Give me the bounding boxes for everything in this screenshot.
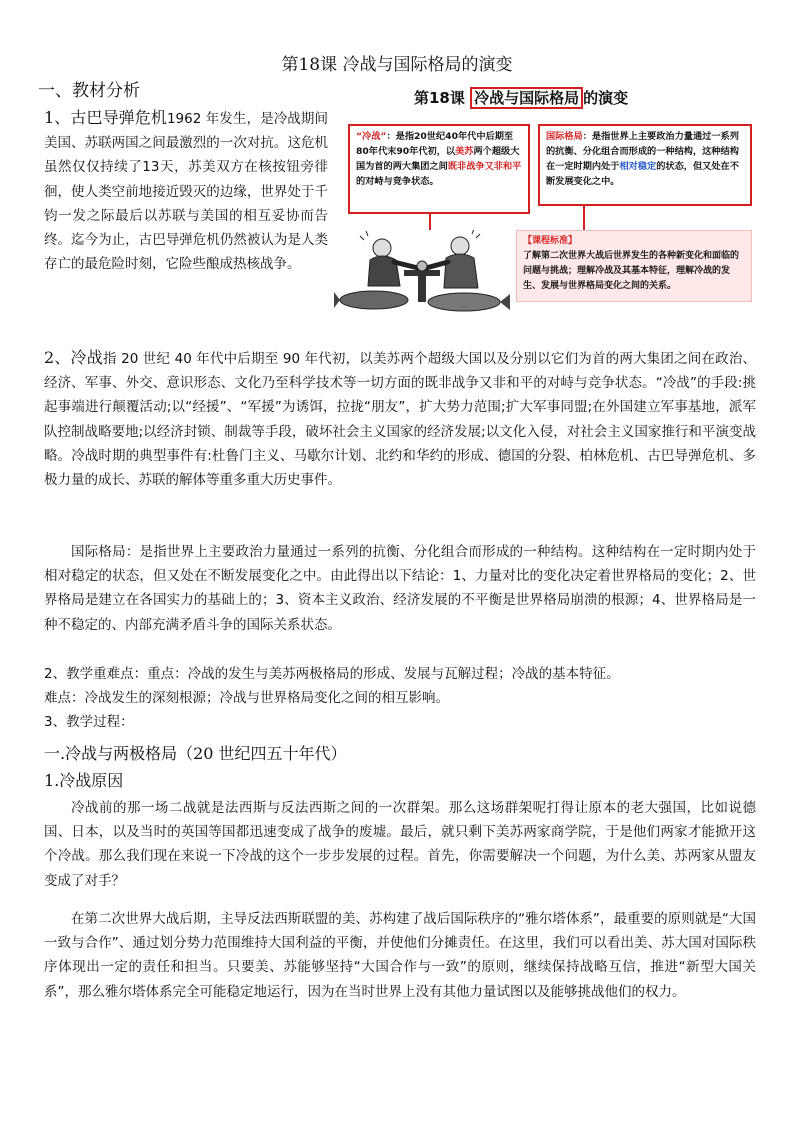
item1-heading: 1、古巴导弹危机 — [44, 108, 167, 127]
difficult-point-text: 难点：冷战发生的深刻根源；冷战与世界格局变化之间的相互影响。 — [44, 690, 449, 707]
item2-body: 指 20 世纪 40 年代中后期至 90 年代初，以美苏两个超级大国以及分别以它们为首的两大集团之间在政治、经济、军事、外交、意识形态、文化乃至科学技术等一切方面的既非战争又非和平的对峙与竞争状态。“冷战”的手段:挑起事端进行颠覆活动;以“经援”、“军援”为诱饵，拉拢“朋友”，扩大势力范围;扩大军事同盟;在外国建立军事基地，派军队控制战略要地;以经济封锁、制裁等手段，破坏社会主义国家的经济发展;以文化入侵，对社会主义国家推行和平演变战略。冷战时期的典型事件有:杜鲁门主义、马歇尔计划、北约和华约的形成、德国的分裂、柏林危机、古巴导弹危机、多极力量的成长、苏联的解体等重多重大历史事件。 — [44, 351, 757, 489]
cause-text-a: 冷战前的那一场二战就是法西斯与反法西斯之间的一次群架。那么这场群架呢打得让原本的老大强国，比如说德国、日本，以及当时的英国等国都迅速变成了战争的废墟。最后，就只剩下美苏两家商学院，于是他们两家才能掀开这个冷战。那么我们现在来说一下冷战的这个一步步发展的过程。首先，你需要解决一个问题，为什么美、苏两家从盟友变成了对手？ — [44, 800, 756, 889]
curriculum-standard-box — [516, 230, 752, 302]
curriculum-standard-label: 【课程标准】 — [523, 236, 578, 246]
pattern-text: 国际格局：是指世界上主要政治力量通过一系列的抗衡、分化组合而形成的一种结构。这种结构在一定时期内处于相对稳定的状态，但又处在不断发展变化之中。由此得出以下结论：1、力量对比的变化决定着世界格局的变化；2、世界格局是建立在各国实力的基础上的；3、资本主义政治、经济发展的不平衡是世界格局崩溃的根源；4、世界格局是一种不稳定的、内部充满矛盾斗争的国际关系状态。 — [44, 544, 756, 633]
item2-heading: 2、冷战 — [44, 348, 103, 367]
cold-war-def-part3: 的对峙与竞争状态。 — [356, 176, 439, 187]
cold-war-def-part1: ：是指20世纪40年代中后期至80年代末90年代初，以 — [356, 131, 514, 157]
lesson-title: 第18课 冷战与国际格局的演变 — [281, 55, 513, 75]
part1-heading-wrap — [44, 740, 756, 794]
section-heading-analysis: 一、教材分析 — [38, 81, 140, 101]
key-point-text: 2、教学重难点：重点：冷战的发生与美苏两极格局的形成、发展与瓦解过程；冷战的基本特征。 — [44, 666, 620, 682]
figure-title-prefix: 第18课 — [414, 89, 471, 107]
teaching-process-label: 3、教学过程： — [44, 714, 134, 731]
cause-paragraph-b — [44, 907, 756, 1004]
arm-wrestling-cartoon-image — [334, 230, 510, 316]
item2-text — [44, 346, 756, 492]
subsection-cause-heading: 1.冷战原因 — [44, 771, 124, 790]
lesson-figure — [334, 84, 760, 316]
figure-title-boxed: 冷战与国际格局 — [470, 87, 583, 109]
pattern-term: 国际格局 — [546, 131, 583, 142]
curriculum-standard-text: 了解第二次世界大战后世界发生的各种新变化和面临的问题与挑战；理解冷战及其基本特征，理解冷战的发生、发展与世界格局变化之间的关系。 — [523, 251, 740, 291]
figure-title-suffix: 的演变 — [583, 89, 629, 107]
cold-war-def-highlight1: 美苏 — [455, 146, 474, 157]
cause-text-b: 在第二次世界大战后期，主导反法西斯联盟的美、苏构建了战后国际秩序的“雅尔塔体系”，最重要的原则就是“大国一致与合作”、通过划分势力范围维持大国利益的平衡，并使他们分摊责任。在这里，我们可以看出美、苏大国对国际秩序体现出一定的责任和担当。只要美、苏能够坚持“大国合作与一致”的原则，继续保持战略互信，推进“新型大国关系”，那么雅尔塔体系完全可能稳定地运行，因为在当时世界上没有其他力量试图以及能够挑战他们的权力。 — [44, 911, 756, 1000]
item1-text — [44, 106, 328, 276]
item2-paragraph — [44, 346, 756, 492]
pattern-def-part2: 的状态，但又处在不断发展变化之中。 — [546, 161, 739, 187]
cold-war-def-part2: 两个超级大国为首的两大集团之间 — [356, 146, 520, 172]
pattern-def-part1: ：是指世界上主要政治力量通过一系列的抗衡、分化组合而形成的一种结构，这种结构在一定时期内处于 — [546, 131, 739, 172]
item1-paragraph — [44, 106, 328, 276]
key-points — [44, 662, 756, 735]
pattern-paragraph — [44, 540, 756, 637]
item1-body: 1962 年发生，是冷战期间美国、苏联两国之间最激烈的一次对抗。这危机虽然仅仅持续了13天，苏美双方在核按钮旁徘徊，使人类空前地接近毁灭的边缘，世界处于千钧一发之际最后以苏联与美国的相互妥协而告终。迄今为止，古巴导弹危机仍然被认为是人类存亡的最危险时刻，它险些酿成热核战争。 — [44, 111, 328, 273]
pattern-def-highlight: 相对稳定 — [619, 161, 657, 172]
part1-heading: 一.冷战与两极格局（20 世纪四五十年代） — [44, 744, 347, 763]
cold-war-def-highlight2: 既非战争又非和平 — [447, 161, 522, 172]
cold-war-term: “冷战” — [356, 131, 387, 142]
cause-paragraph-a — [44, 796, 756, 893]
